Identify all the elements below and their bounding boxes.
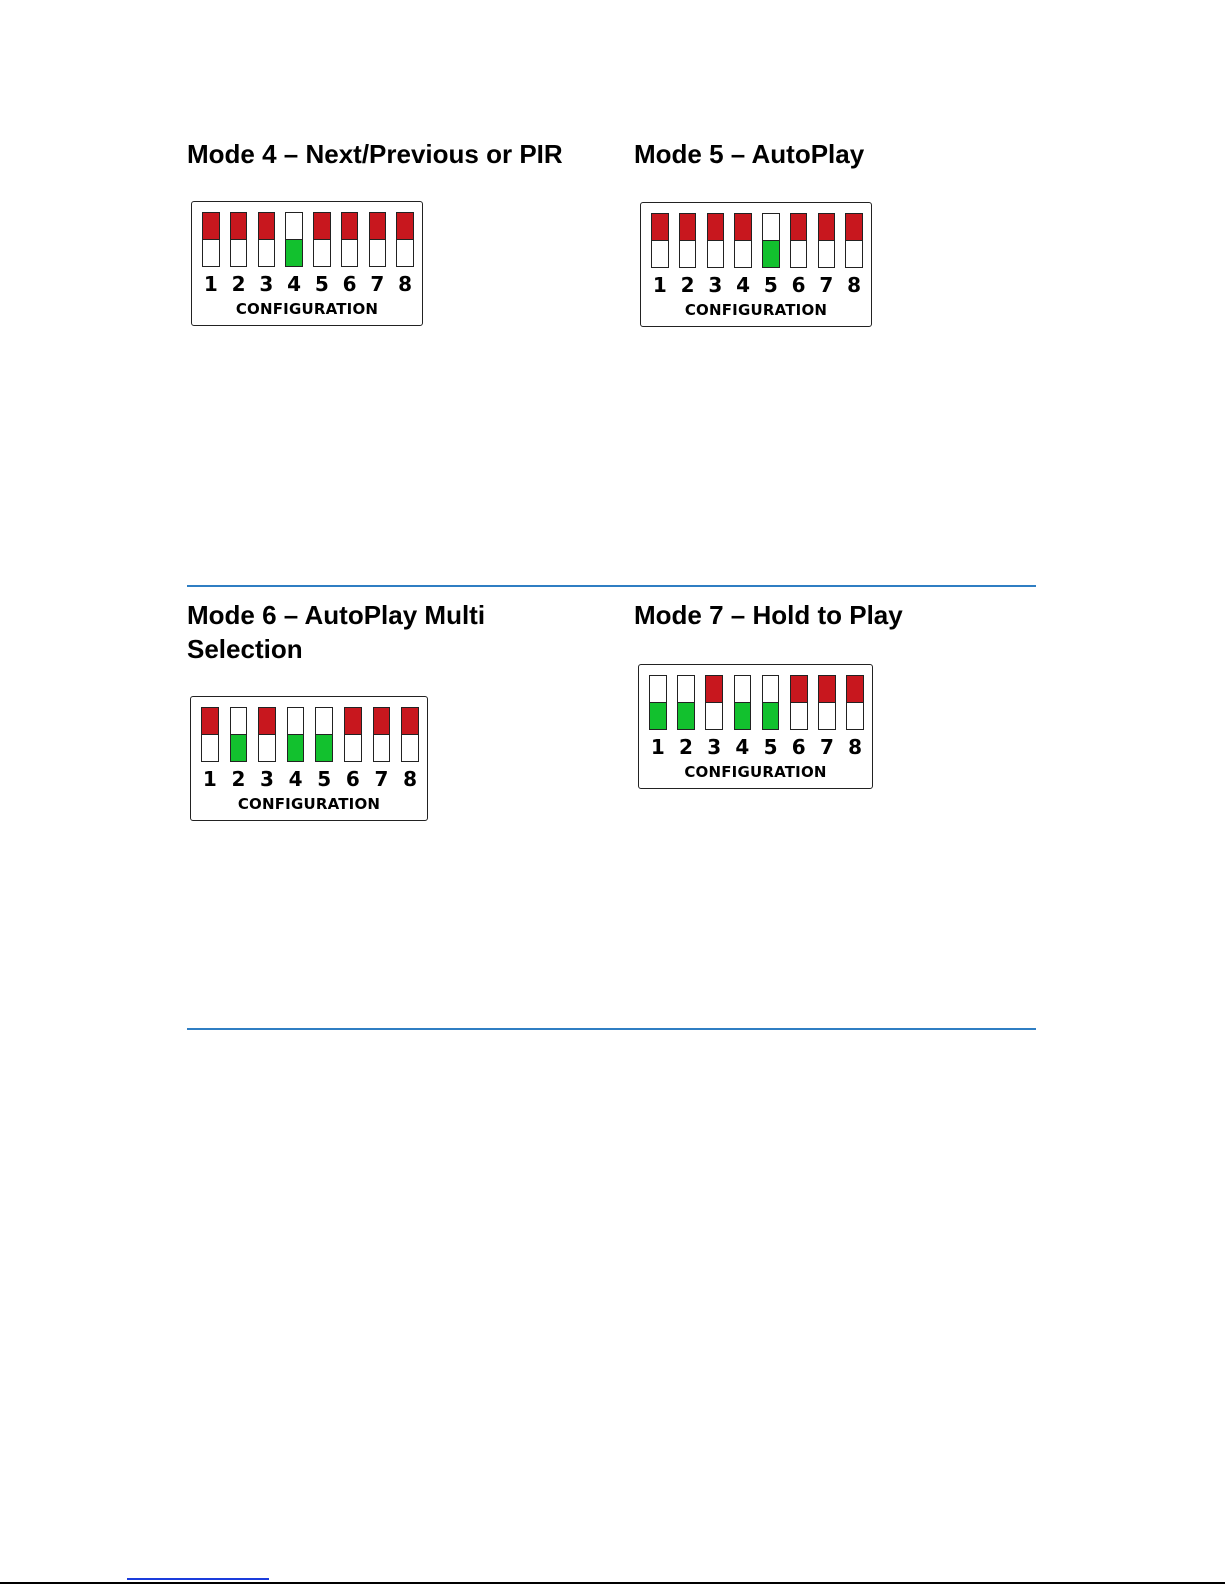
configuration-label: CONFIGURATION (684, 301, 828, 319)
mode-5-title: Mode 5 – AutoPlay (634, 139, 865, 169)
mode-7-dip-switch (638, 664, 873, 789)
section-divider (187, 1028, 1036, 1030)
mode-5-dip-switch (640, 202, 872, 327)
dip-switch-8-off (845, 213, 863, 268)
switch-number-8: 8 (848, 735, 863, 759)
switch-number-5: 5 (763, 735, 778, 759)
switch-number-2: 2 (231, 272, 246, 296)
dip-switch-3-off (707, 213, 725, 268)
dip-switch-2-off (679, 213, 697, 268)
switch-number-2: 2 (680, 273, 695, 297)
switch-row (202, 212, 414, 267)
switch-number-1: 1 (650, 735, 665, 759)
dip-switch-3-off (705, 675, 723, 730)
mode-6-section (187, 598, 485, 666)
mode-4-section (187, 137, 563, 171)
dip-switch-1-off (202, 212, 220, 267)
dip-switch-3-off (258, 212, 276, 267)
switch-row (201, 707, 419, 762)
switch-number-3: 3 (259, 272, 274, 296)
switch-number-3: 3 (707, 735, 722, 759)
configuration-label: CONFIGURATION (237, 795, 381, 813)
mode-7-title: Mode 7 – Hold to Play (634, 600, 903, 630)
switch-number-8: 8 (847, 273, 861, 297)
switch-number-4: 4 (735, 735, 750, 759)
switch-number-5: 5 (314, 272, 329, 296)
switch-number-1: 1 (652, 273, 667, 297)
dip-switch-7-off (818, 675, 836, 730)
dip-switch-8-off (846, 675, 864, 730)
dip-switch-5-on (315, 707, 333, 762)
dip-switch-2-off (230, 212, 248, 267)
footnote-link-underline (127, 1578, 269, 1580)
switch-number-5: 5 (317, 767, 332, 791)
dip-switch-6-off (341, 212, 359, 267)
dip-switch-6-off (344, 707, 362, 762)
configuration-label: CONFIGURATION (684, 763, 827, 781)
dip-switch-4-on (287, 707, 305, 762)
switch-numbers (651, 273, 863, 297)
mode-6-title-line-1: Mode 6 – AutoPlay Multi (187, 600, 486, 630)
dip-switch-5-on (762, 213, 780, 268)
dip-switch-8-off (401, 707, 419, 762)
dip-switch-8-off (396, 212, 414, 267)
mode-7-section (634, 598, 903, 632)
switch-number-4: 4 (288, 767, 303, 791)
switch-number-4: 4 (287, 272, 301, 296)
switch-numbers (201, 767, 419, 791)
switch-numbers (202, 272, 414, 296)
mode-4-dip-switch (191, 201, 423, 326)
dip-switch-4-on (734, 675, 752, 730)
dip-switch-3-off (258, 707, 276, 762)
mode-4-title: Mode 4 – Next/Previous or PIR (187, 139, 563, 169)
switch-number-6: 6 (791, 273, 806, 297)
switch-number-6: 6 (345, 767, 360, 791)
switch-number-8: 8 (398, 272, 412, 296)
dip-switch-7-off (373, 707, 391, 762)
switch-row (649, 675, 864, 730)
dip-switch-1-off (201, 707, 219, 762)
switch-number-8: 8 (403, 767, 418, 791)
page-bottom-border (0, 1582, 1225, 1584)
switch-number-6: 6 (342, 272, 357, 296)
switch-number-3: 3 (260, 767, 274, 791)
switch-number-5: 5 (763, 273, 778, 297)
switch-numbers (649, 735, 864, 759)
switch-row (651, 213, 863, 268)
configuration-label: CONFIGURATION (235, 300, 379, 318)
dip-switch-6-off (790, 213, 808, 268)
section-divider (187, 585, 1036, 587)
dip-switch-5-on (762, 675, 780, 730)
dip-switch-1-on (649, 675, 667, 730)
switch-number-4: 4 (736, 273, 750, 297)
mode-6-dip-switch (190, 696, 428, 821)
switch-number-2: 2 (231, 767, 246, 791)
dip-switch-2-on (677, 675, 695, 730)
dip-switch-1-off (651, 213, 669, 268)
switch-number-6: 6 (791, 735, 806, 759)
switch-number-2: 2 (679, 735, 693, 759)
switch-number-7: 7 (374, 767, 389, 791)
switch-number-7: 7 (819, 273, 834, 297)
mode-5-section (634, 137, 864, 171)
switch-number-7: 7 (370, 272, 385, 296)
dip-switch-2-on (230, 707, 248, 762)
dip-switch-6-off (790, 675, 808, 730)
dip-switch-4-off (734, 213, 752, 268)
dip-switch-7-off (369, 212, 387, 267)
switch-number-1: 1 (202, 767, 217, 791)
mode-6-title-line-2: Selection (187, 634, 303, 664)
dip-switch-4-on (285, 212, 303, 267)
switch-number-7: 7 (819, 735, 834, 759)
switch-number-3: 3 (708, 273, 723, 297)
switch-number-1: 1 (203, 272, 218, 296)
dip-switch-7-off (818, 213, 836, 268)
dip-switch-5-off (313, 212, 331, 267)
